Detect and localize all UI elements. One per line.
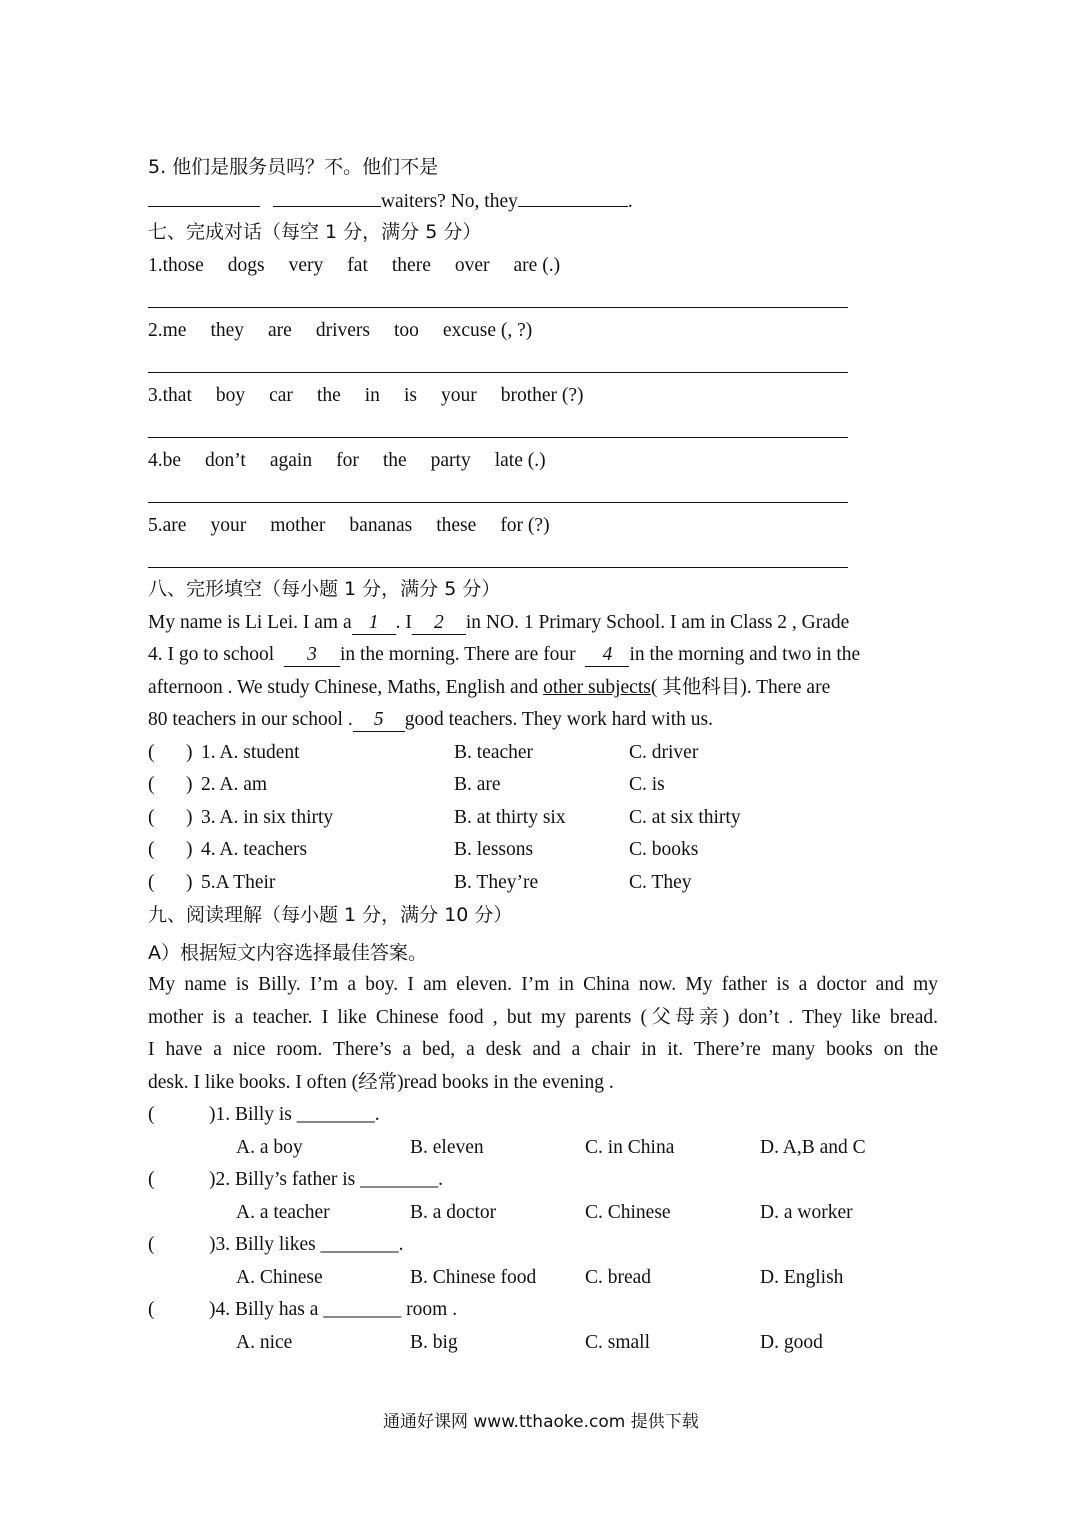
item-number: 4. (148, 450, 163, 471)
word: are (162, 515, 187, 536)
section-heading: 九、阅读理解（每小题 1 分，满分 10 分） (148, 904, 513, 926)
option-a: A. a boy (236, 1137, 303, 1158)
word: fat (347, 255, 368, 276)
answer-line[interactable] (148, 502, 848, 503)
cloze-text: in the morning and two in the (629, 644, 861, 665)
option-c: C. is (629, 774, 665, 795)
word: excuse (, ?) (442, 320, 533, 341)
word: is (403, 385, 417, 406)
answer-paren-close: ) (186, 774, 193, 795)
option-a: 2. A. am (201, 774, 268, 795)
answer-paren[interactable]: ( (148, 1169, 155, 1190)
word: party (430, 450, 471, 471)
word: in (364, 385, 380, 406)
footer: 通通好课网 www.tthaoke.com 提供下载 (383, 1412, 699, 1432)
word: these (436, 515, 477, 536)
answer-line[interactable] (148, 307, 848, 308)
answer-period: . (627, 191, 633, 212)
answer-paren-close: ) (186, 742, 193, 763)
word: there (391, 255, 431, 276)
answer-paren[interactable]: ( (148, 872, 155, 893)
option-b: B. eleven (410, 1137, 484, 1158)
sentence-words (148, 254, 560, 278)
cloze-blank-3[interactable]: 3 (284, 644, 340, 667)
word: for (?) (500, 515, 550, 536)
answer-paren[interactable]: ( (148, 807, 155, 828)
option-a: A. a teacher (236, 1202, 330, 1223)
option-c: C. at six thirty (629, 807, 741, 828)
cloze-blank-2[interactable]: 2 (412, 612, 466, 635)
option-b: B. are (454, 774, 501, 795)
cloze-line (148, 643, 860, 667)
cloze-text: . I (395, 612, 412, 633)
word: the (382, 450, 407, 471)
word: your (210, 515, 247, 536)
passage-line: My name is Billy. I’m a boy. I am eleven. I’m in China now. My father is a doctor and my (148, 974, 938, 995)
word: me (162, 320, 187, 341)
word: they (210, 320, 245, 341)
answer-blank[interactable] (148, 188, 260, 207)
word: very (288, 255, 324, 276)
cloze-blank-5[interactable]: 5 (353, 709, 405, 732)
word: late (.) (494, 450, 546, 471)
option-a: A. nice (236, 1332, 293, 1353)
option-c: C. in China (585, 1137, 675, 1158)
answer-blank[interactable] (273, 188, 381, 207)
item-number: 3. (148, 385, 163, 406)
option-d: D. good (760, 1332, 823, 1353)
word: bananas (349, 515, 413, 536)
option-c: C. They (629, 872, 692, 893)
word: are (.) (513, 255, 561, 276)
option-a: 3. A. in six thirty (201, 807, 334, 828)
translation-answer-line (148, 188, 633, 214)
option-d: D. English (760, 1267, 844, 1288)
section-heading: 七、完成对话（每空 1 分，满分 5 分） (148, 221, 482, 243)
answer-paren-close: ) (186, 872, 193, 893)
sentence-words (148, 449, 546, 473)
answer-paren[interactable]: ( (148, 1104, 155, 1125)
cloze-text: good teachers. They work hard with us. (404, 709, 714, 730)
cloze-text: afternoon . We study Chinese, Maths, English and (148, 677, 539, 698)
option-b: B. teacher (454, 742, 534, 763)
word: drivers (315, 320, 370, 341)
option-b: B. big (410, 1332, 458, 1353)
cloze-line (148, 708, 713, 732)
answer-paren-close: ) (186, 839, 193, 860)
option-b: B. lessons (454, 839, 534, 860)
cloze-line (148, 611, 849, 635)
cloze-text: 80 teachers in our school . (148, 709, 353, 730)
cloze-text: My name is Li Lei. I am a (148, 612, 352, 633)
passage-line: mother is a teacher. I like Chinese food , but my parents (父母亲) don’t . They like bread. (148, 1007, 938, 1028)
option-d: D. a worker (760, 1202, 853, 1223)
answer-line[interactable] (148, 437, 848, 438)
cloze-text: in the morning. There are four (339, 644, 576, 665)
cloze-underlined-text: other subjects (543, 677, 651, 698)
cloze-text: in NO. 1 Primary School. I am in Class 2 , Grade (465, 612, 850, 633)
cloze-text: 4. I go to school (148, 644, 275, 665)
option-b: B. They’re (454, 872, 539, 893)
answer-paren[interactable]: ( (148, 1299, 155, 1320)
item-number: 1. (148, 255, 163, 276)
option-c: C. Chinese (585, 1202, 671, 1223)
item-number: 5. (148, 515, 163, 536)
option-c: C. books (629, 839, 699, 860)
word: for (336, 450, 359, 471)
word: mother (270, 515, 326, 536)
cloze-line (148, 676, 830, 700)
option-a: 1. A. student (201, 742, 300, 763)
option-a: 4. A. teachers (201, 839, 308, 860)
word: that (162, 385, 192, 406)
option-c: C. bread (585, 1267, 652, 1288)
passage-line: I have a nice room. There’s a bed, a desk and a chair in it. There’re many books on the (148, 1039, 938, 1060)
option-b: B. Chinese food (410, 1267, 537, 1288)
word: over (454, 255, 490, 276)
translation-prompt: 5. 他们是服务员吗？不。他们不是 (148, 156, 439, 178)
question-stem: )3. Billy likes ________. (209, 1234, 404, 1255)
word: be (162, 450, 182, 471)
word: brother (?) (500, 385, 584, 406)
answer-text: waiters? No, they (380, 191, 518, 212)
section-subheading: A）根据短文内容选择最佳答案。 (148, 942, 427, 964)
sentence-words (148, 514, 550, 538)
word: are (268, 320, 292, 341)
option-c: C. small (585, 1332, 651, 1353)
cloze-text: ( 其他科目). There are (650, 677, 831, 698)
answer-line[interactable] (148, 567, 848, 568)
cloze-blank-1[interactable]: 1 (352, 612, 396, 635)
answer-paren[interactable]: ( (148, 742, 155, 763)
sentence-words (148, 384, 584, 408)
question-stem: )2. Billy’s father is ________. (209, 1169, 443, 1190)
sentence-words (148, 319, 532, 343)
option-b: B. at thirty six (454, 807, 566, 828)
word: your (440, 385, 477, 406)
answer-paren-close: ) (186, 807, 193, 828)
answer-paren[interactable]: ( (148, 839, 155, 860)
word: those (162, 255, 204, 276)
option-d: D. A,B and C (760, 1137, 866, 1158)
answer-line[interactable] (148, 372, 848, 373)
answer-blank[interactable] (518, 188, 628, 207)
word: again (269, 450, 313, 471)
option-b: B. a doctor (410, 1202, 497, 1223)
question-stem: )1. Billy is ________. (209, 1104, 380, 1125)
word: the (316, 385, 341, 406)
word: car (269, 385, 293, 406)
answer-paren[interactable]: ( (148, 774, 155, 795)
option-a: A. Chinese (236, 1267, 323, 1288)
answer-paren[interactable]: ( (148, 1234, 155, 1255)
word: boy (215, 385, 246, 406)
item-number: 2. (148, 320, 163, 341)
word: too (394, 320, 419, 341)
question-stem: )4. Billy has a ________ room . (209, 1299, 458, 1320)
word: dogs (227, 255, 265, 276)
section-heading: 八、完形填空（每小题 1 分，满分 5 分） (148, 578, 501, 600)
cloze-blank-4[interactable]: 4 (585, 644, 629, 667)
option-a: 5.A Their (201, 872, 276, 893)
word: don’t (205, 450, 246, 471)
option-c: C. driver (629, 742, 699, 763)
passage-line: desk. I like books. I often (经常)read books in the evening . (148, 1072, 614, 1093)
